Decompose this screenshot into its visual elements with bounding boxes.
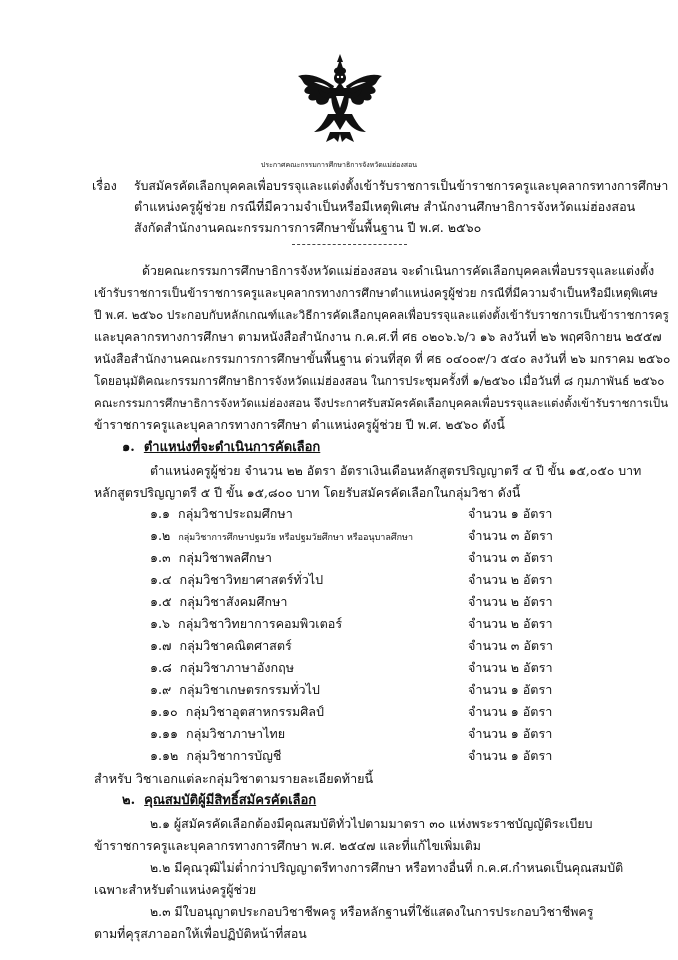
list-item: ๑.๘ กลุ่มวิชาภาษาอังกฤษ [150, 660, 295, 675]
divider [292, 244, 407, 245]
intro-line: ด้วยคณะกรรมการศึกษาธิการจังหวัดแม่ฮ่องสอน จะดำเนินการคัดเลือกบุคคลเพื่อบรรจุและแต่งตั้ง [142, 263, 655, 278]
qualification-line: ตามที่คุรุสภาออกให้เพื่อปฏิบัติหน้าที่สอน [94, 926, 307, 941]
subject-label: เรื่อง [92, 178, 117, 193]
list-item: ๑.๑๐ กลุ่มวิชาอุตสาหกรรมศิลป์ [150, 704, 325, 719]
item-count: จำนวน ๒ อัตรา [468, 660, 553, 675]
section-title: คุณสมบัติผู้มีสิทธิ์สมัครคัดเลือก [144, 793, 317, 808]
section-title: ตำแหน่งที่จะดำเนินการคัดเลือก [143, 440, 321, 455]
qualification-line: ๒.๒ มีคุณวุฒิไม่ต่ำกว่าปริญญาตรีทางการศึกษา หรือทางอื่นที่ ก.ค.ศ.กำหนดเป็นคุณสมบัติ [150, 860, 624, 875]
intro-line: โดยอนุมัติคณะกรรมการศึกษาธิการจังหวัดแม่ฮ่องสอน ในการประชุมครั้งที่ ๑/๒๕๖๐ เมื่อวันที่ ๘ กุมภาพันธ์ ๒๕๖๐ [94, 374, 665, 388]
subject-line: ตำแหน่งครูผู้ช่วย กรณีที่มีความจำเป็นหรือมีเหตุพิเศษ สำนักงานศึกษาธิการจังหวัดแม่ฮ่องสอน [134, 199, 636, 214]
list-item: ๑.๑๑ กลุ่มวิชาภาษาไทย [150, 726, 286, 741]
section-1-heading [122, 440, 320, 456]
item-count: จำนวน ๑ อัตรา [468, 682, 553, 697]
list-item: ๑.๗ กลุ่มวิชาคณิตศาสตร์ [150, 638, 292, 653]
section-1-note: สำหรับ วิชาเอกแต่ละกลุ่มวิชาตามรายละเอียดท้ายนี้ [94, 771, 374, 786]
section-number: ๒. [122, 793, 136, 808]
item-count: จำนวน ๑ อัตรา [468, 748, 553, 763]
section-number: ๑. [122, 440, 135, 455]
list-item: ๑.๓ กลุ่มวิชาพลศึกษา [150, 550, 272, 565]
item-count: จำนวน ๒ อัตรา [468, 594, 553, 609]
item-count: จำนวน ๓ อัตรา [468, 638, 553, 653]
item-count: จำนวน ๑ อัตรา [468, 506, 553, 521]
subject-line: สังกัดสำนักงานคณะกรรมการการศึกษาขั้นพื้นฐาน ปี พ.ศ. ๒๕๖๐ [134, 220, 482, 235]
section-2-heading [122, 793, 316, 809]
intro-line: ข้าราชการครูและบุคลากรทางการศึกษา ตำแหน่งครูผู้ช่วย ปี พ.ศ. ๒๕๖๐ ดังนี้ [94, 417, 505, 432]
list-item: ๑.๑ กลุ่มวิชาประถมศึกษา [150, 506, 293, 521]
list-item: ๑.๙ กลุ่มวิชาเกษตรกรรมทั่วไป [150, 682, 320, 697]
item-count: จำนวน ๒ อัตรา [468, 616, 553, 631]
intro-line: ปี พ.ศ. ๒๕๖๐ ประกอบกับหลักเกณฑ์และวิธีการคัดเลือกบุคคลเพื่อบรรจุและแต่งตั้งเข้ารับราชการเป็นข้าราชการครู [94, 308, 669, 322]
intro-line: คณะกรรมการศึกษาธิการจังหวัดแม่ฮ่องสอน จึงประกาศรับสมัครคัดเลือกบุคคลเพื่อบรรจุและแต่งตั้งเข้ารับราชการเป็น [94, 396, 669, 410]
intro-line: และบุคลากรทางการศึกษา ตามหนังสือสำนักงาน ก.ค.ศ.ที่ ศธ ๐๒๐๖.๖/ว ๑๖ ลงวันที่ ๒๖ พฤศจิกายน ๒๕๕๗ [94, 329, 662, 344]
item-count: จำนวน ๑ อัตรา [468, 704, 553, 719]
list-item: ๑.๔ กลุ่มวิชาวิทยาศาสตร์ทั่วไป [150, 572, 324, 587]
item-count: จำนวน ๑ อัตรา [468, 726, 553, 741]
section-1-desc: หลักสูตรปริญญาตรี ๕ ปี ขั้น ๑๕,๘๐๐ บาท โดยรับสมัครคัดเลือกในกลุ่มวิชา ดังนี้ [94, 485, 521, 500]
intro-line: หนังสือสำนักงานคณะกรรมการการศึกษาขั้นพื้นฐาน ด่วนที่สุด ที่ ศธ ๐๔๐๐๙/ว ๕๔๐ ลงวันที่ ๒๖ มกราคม ๒๕๖๐ [94, 352, 671, 366]
item-count: จำนวน ๒ อัตรา [468, 572, 553, 587]
list-item: ๑.๕ กลุ่มวิชาสังคมศึกษา [150, 594, 288, 609]
section-1-desc: ตำแหน่งครูผู้ช่วย จำนวน ๒๒ อัตรา อัตราเงินเดือนหลักสูตรปริญญาตรี ๔ ปี ขั้น ๑๕,๐๕๐ บาท [150, 463, 642, 478]
item-count: จำนวน ๓ อัตรา [468, 528, 553, 543]
announcement-title: ประกาศคณะกรรมการศึกษาธิการจังหวัดแม่ฮ่องสอน [260, 161, 418, 169]
list-item: ๑.๑๒ กลุ่มวิชาการบัญชี [150, 748, 282, 763]
list-item: ๑.๖ กลุ่มวิชาวิทยาการคอมพิวเตอร์ [150, 616, 343, 631]
subject-line: รับสมัครคัดเลือกบุคคลเพื่อบรรจุและแต่งตั้งเข้ารับราชการเป็นข้าราชการครูและบุคลากรทางการศึกษา [134, 179, 669, 193]
intro-line: เข้ารับราชการเป็นข้าราชการครูและบุคลากรทางการศึกษาตำแหน่งครูผู้ช่วย กรณีที่มีความจำเป็นหรือมีเหตุพิเศษ [94, 286, 658, 300]
list-item: ๑.๒ กลุ่มวิชาการศึกษาปฐมวัย หรือปฐมวัยศึกษา หรืออนุบาลศึกษา [150, 528, 414, 543]
qualification-line: ๒.๑ ผู้สมัครคัดเลือกต้องมีคุณสมบัติทั่วไปตามมาตรา ๓๐ แห่งพระราชบัญญัติระเบียบ [150, 816, 593, 831]
garuda-emblem-icon [294, 52, 386, 144]
item-count: จำนวน ๓ อัตรา [468, 550, 553, 565]
qualification-line: เฉพาะสำหรับตำแหน่งครูผู้ช่วย [94, 882, 257, 897]
qualification-line: ข้าราชการครูและบุคลากรทางการศึกษา พ.ศ. ๒๕๔๗ และที่แก้ไขเพิ่มเติม [94, 838, 481, 853]
qualification-line: ๒.๓ มีใบอนุญาตประกอบวิชาชีพครู หรือหลักฐานที่ใช้แสดงในการประกอบวิชาชีพครู [150, 904, 594, 919]
